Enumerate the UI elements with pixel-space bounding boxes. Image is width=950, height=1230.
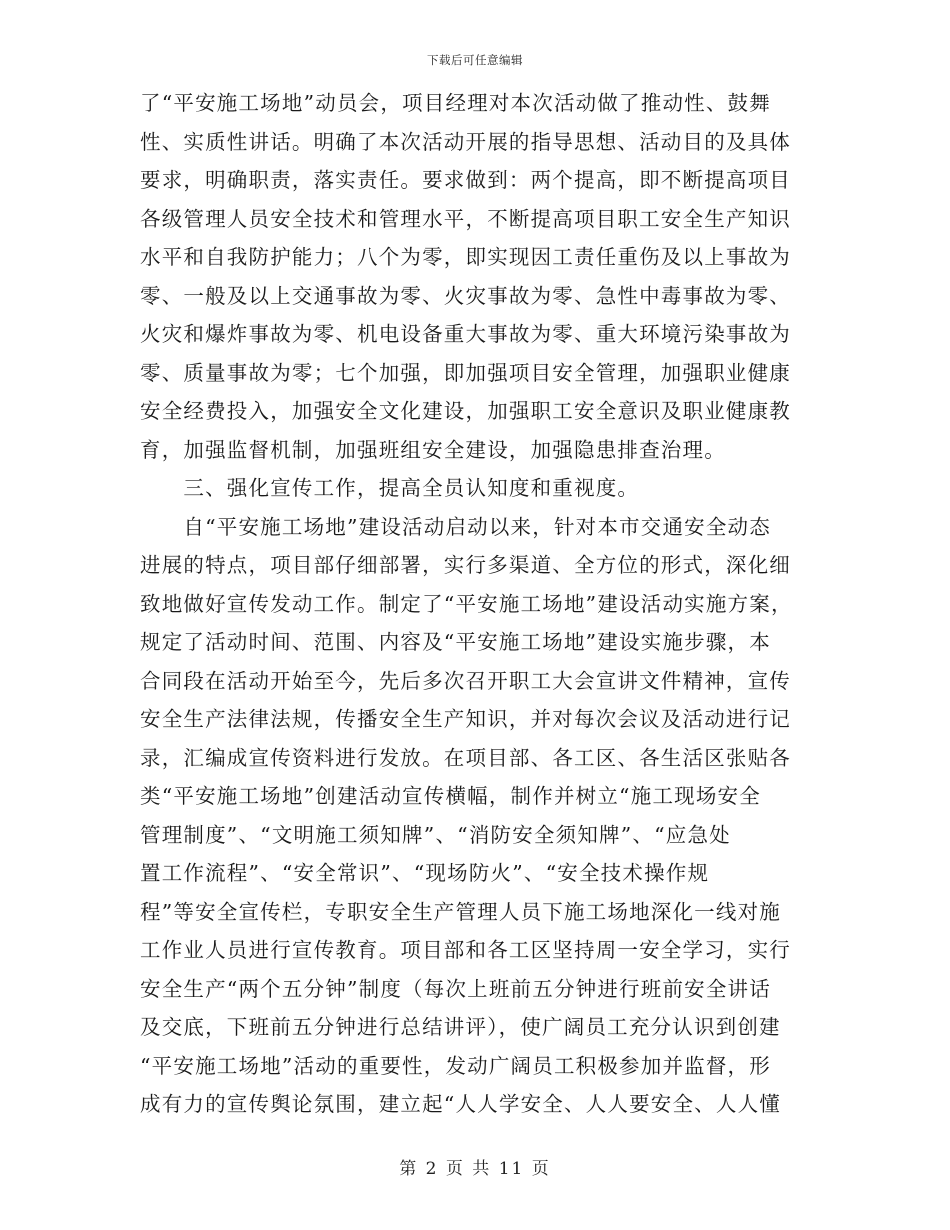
page-number: 第 2 页 共 11 页 bbox=[399, 1159, 551, 1179]
body-line: 合同段在活动开始至今，先后多次召开职工大会宣讲文件精神，宣传 bbox=[140, 668, 791, 693]
page-header-note: 下载后可任意编辑 bbox=[427, 53, 523, 67]
body-line: 性、实质性讲话。明确了本次活动开展的指导思想、活动目的及具体 bbox=[140, 129, 791, 154]
body-line: 及交底，下班前五分钟进行总结讲评），使广阔员工充分认识到创建 bbox=[140, 1015, 781, 1039]
body-line: 零、一般及以上交通事故为零、火灾事故为零、急性中毒事故为零、 bbox=[140, 283, 791, 308]
body-line: 置工作流程”、“安全常识”、“现场防火”、“安全技术操作规 bbox=[140, 861, 710, 885]
body-line: 安全经费投入，加强安全文化建设，加强职工安全意识及职业健康教 bbox=[140, 399, 791, 423]
body-line: 零、质量事故为零；七个加强，即加强项目安全管理，加强职业健康 bbox=[140, 360, 791, 385]
body-line: 进展的特点，项目部仔细部署，实行多渠道、全方位的形式，深化细 bbox=[140, 553, 791, 577]
body-line: 工作业人员进行宣传教育。项目部和各工区坚持周一安全学习，实行 bbox=[140, 938, 791, 962]
body-line: 录，汇编成宣传资料进行发放。在项目部、各工区、各生活区张贴各 bbox=[140, 745, 791, 770]
body-line: 致地做好宣传发动工作。制定了“平安施工场地”建设活动实施方案， bbox=[140, 591, 793, 616]
body-line: 类“平安施工场地”创建活动宣传横幅，制作并树立“施工现场安全 bbox=[140, 784, 761, 808]
body-line: 要求，明确职责，落实责任。要求做到：两个提高，即不断提高项目 bbox=[140, 168, 791, 192]
body-line: 安全生产“两个五分钟”制度（每次上班前五分钟进行班前安全讲话 bbox=[140, 976, 771, 1001]
body-line: 安全生产法律法规，传播安全生产知识，并对每次会议及活动进行记 bbox=[140, 707, 791, 731]
body-line: 成有力的宣传舆论氛围，建立起“人人学安全、人人要安全、人人懂 bbox=[140, 1092, 781, 1116]
body-line: 规定了活动时间、范围、内容及“平安施工场地”建设实施步骤，本 bbox=[140, 630, 771, 654]
body-line: 程”等安全宣传栏，专职安全生产管理人员下施工场地深化一线对施 bbox=[140, 899, 781, 924]
body-line: 自“平安施工场地”建设活动启动以来，针对本市交通安全动态 bbox=[140, 514, 771, 539]
body-line: “平安施工场地”活动的重要性，发动广阔员工积极参加并监督，形 bbox=[140, 1053, 771, 1078]
body-line: 各级管理人员安全技术和管理水平，不断提高项目职工安全生产知识 bbox=[140, 206, 791, 231]
body-line: 育，加强监督机制，加强班组安全建设，加强隐患排查治理。 bbox=[140, 437, 726, 462]
body-line: 了“平安施工场地”动员会，项目经理对本次活动做了推动性、鼓舞 bbox=[140, 91, 771, 115]
document-body bbox=[140, 84, 810, 1124]
body-line: 管理制度”、“文明施工须知牌”、“消防安全须知牌”、“应急处 bbox=[140, 822, 731, 847]
body-line: 水平和自我防护能力；八个为零，即实现因工责任重伤及以上事故为 bbox=[140, 245, 791, 269]
section-heading: 三、强化宣传工作，提高全员认知度和重视度。 bbox=[140, 476, 640, 500]
body-line: 火灾和爆炸事故为零、机电设备重大事故为零、重大环境污染事故为 bbox=[140, 322, 791, 346]
